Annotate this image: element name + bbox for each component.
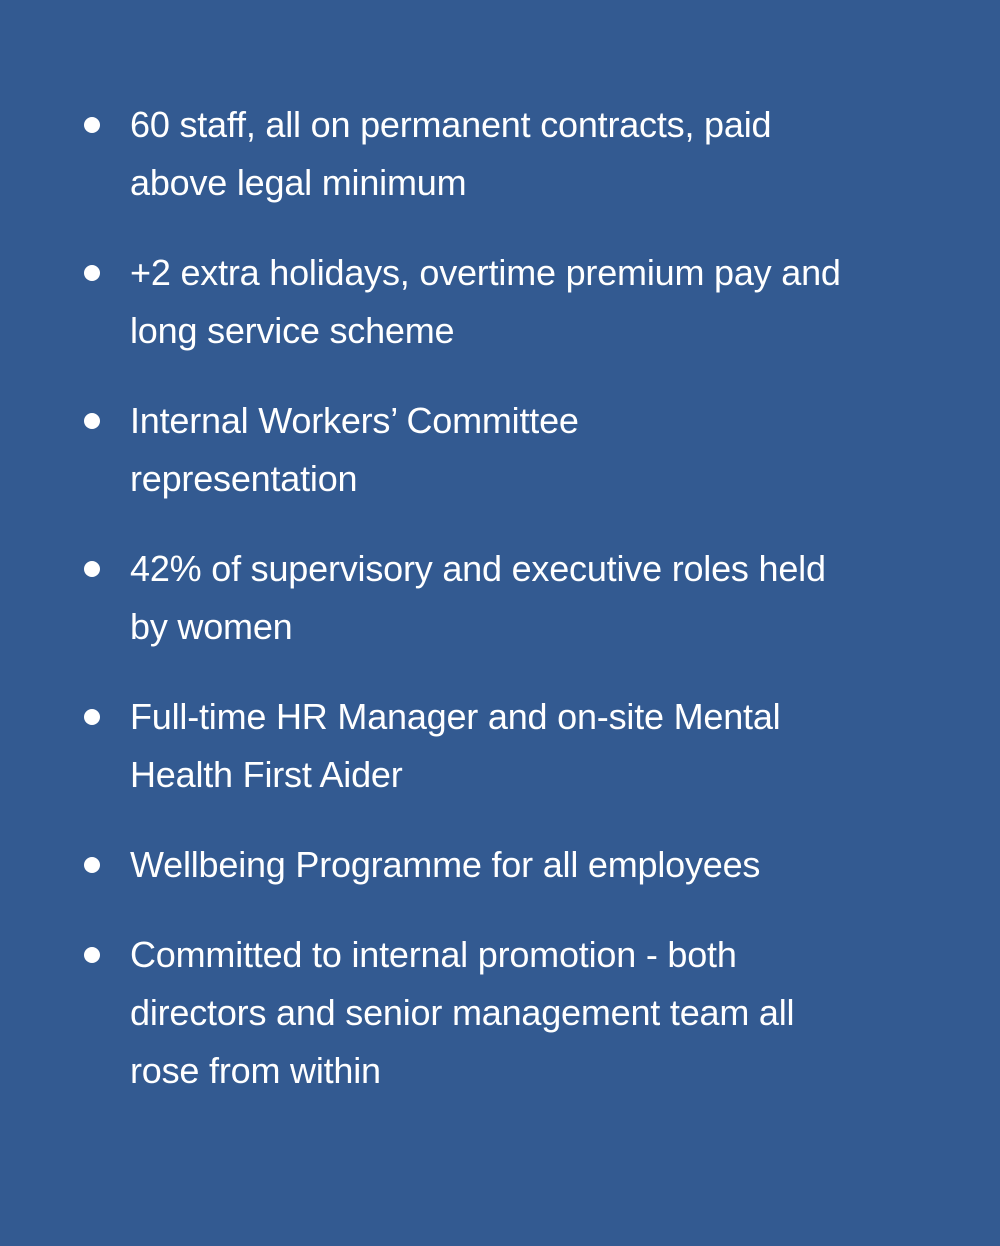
list-item (0, 244, 1000, 360)
bullet-list (0, 96, 1000, 1132)
bullet-icon (84, 709, 100, 725)
bullet-icon (84, 947, 100, 963)
list-item-line: Internal Workers’ Committee (130, 400, 579, 441)
list-item-line: 60 staff, all on permanent contracts, paid (130, 104, 772, 145)
bullet-icon (84, 561, 100, 577)
list-item (0, 392, 1000, 508)
list-item-line: above legal minimum (130, 162, 467, 203)
list-item-line: directors and senior management team all (130, 992, 795, 1033)
bullet-icon (84, 857, 100, 873)
list-item-line: 42% of supervisory and executive roles held (130, 548, 826, 589)
bullet-icon (84, 117, 100, 133)
list-item-line: Health First Aider (130, 754, 403, 795)
list-item-line: by women (130, 606, 293, 647)
list-item (0, 688, 1000, 804)
list-item-line: Full-time HR Manager and on-site Mental (130, 696, 781, 737)
list-item-line: Wellbeing Programme for all employees (130, 844, 761, 885)
list-item (0, 836, 1000, 894)
bullet-icon (84, 265, 100, 281)
list-item (0, 926, 1000, 1100)
list-item-line: Committed to internal promotion - both (130, 934, 737, 975)
list-item-line: representation (130, 458, 358, 499)
list-item-line: long service scheme (130, 310, 455, 351)
list-item (0, 96, 1000, 212)
bullet-icon (84, 413, 100, 429)
list-item-line: rose from within (130, 1050, 381, 1091)
list-item (0, 540, 1000, 656)
list-item-line: +2 extra holidays, overtime premium pay and (130, 252, 841, 293)
